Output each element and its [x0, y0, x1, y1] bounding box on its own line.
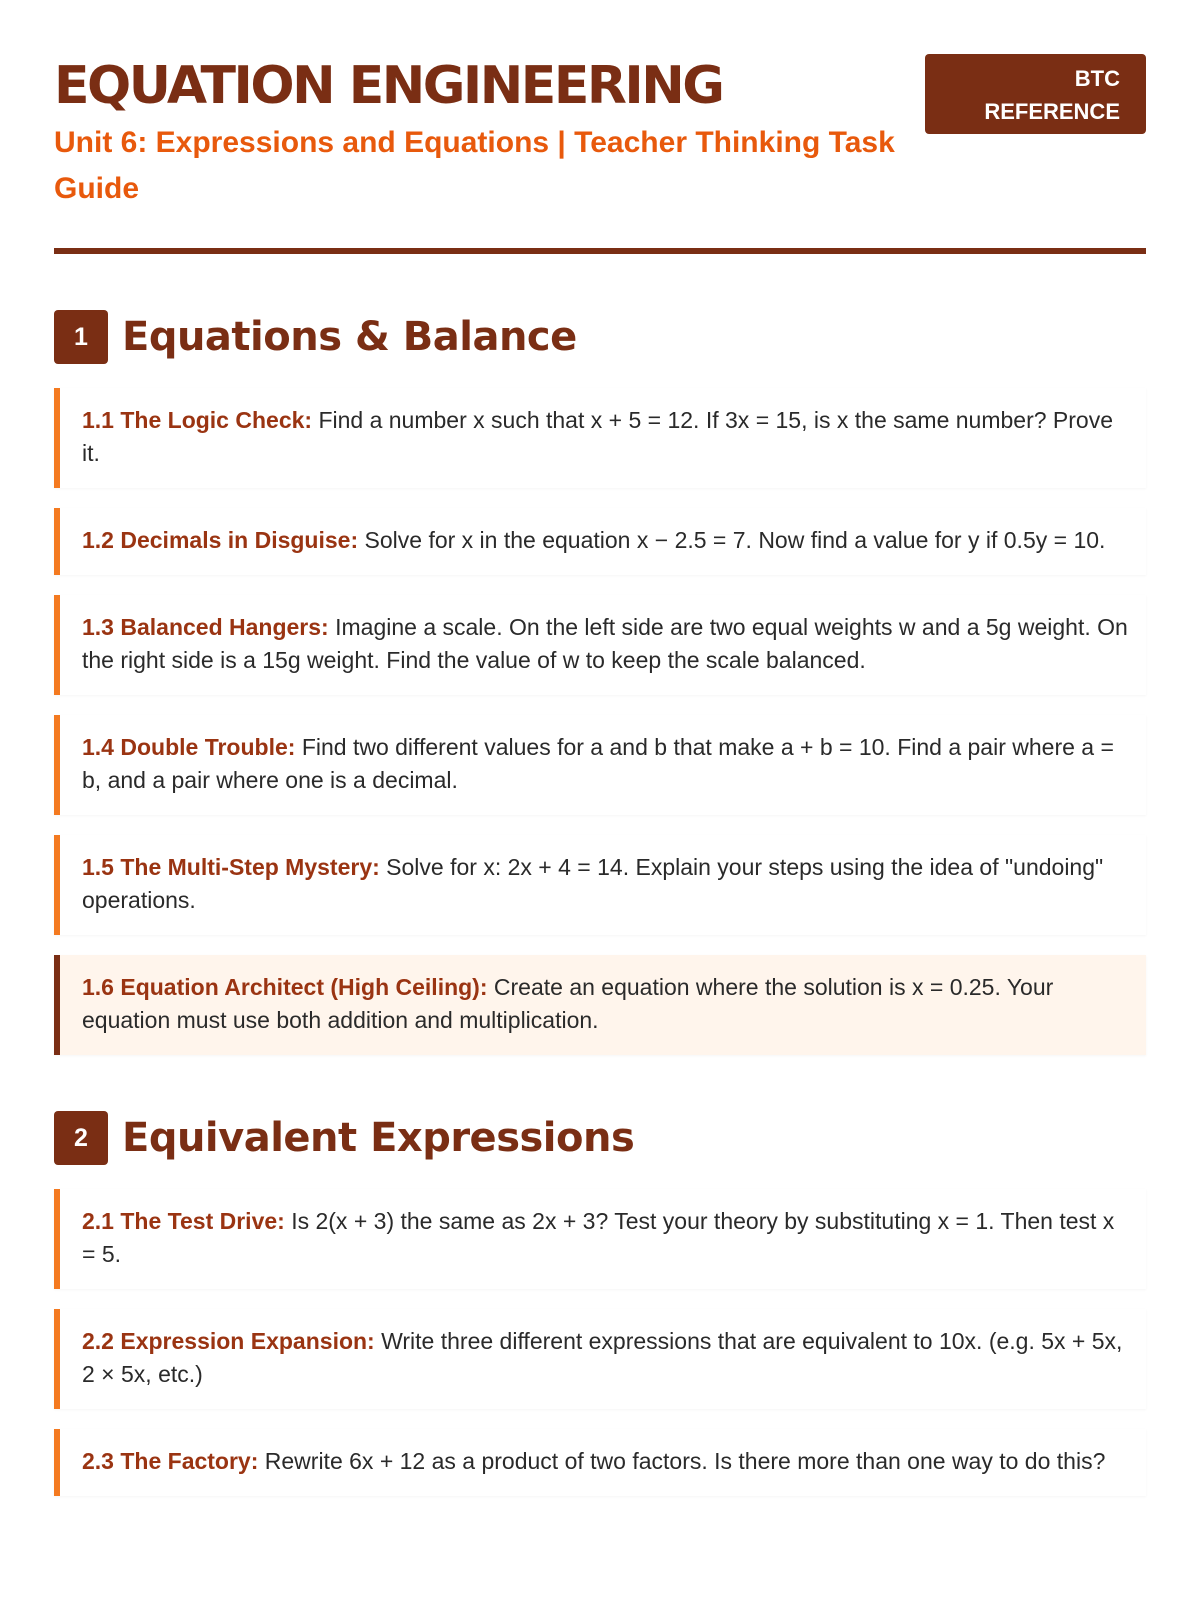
task-label: 2.1 The Test Drive:	[82, 1208, 285, 1234]
section-header	[54, 1111, 1146, 1165]
badge-line-1: BTC	[1074, 66, 1120, 91]
task-label: 1.2 Decimals in Disguise:	[82, 527, 359, 553]
task-text: Imagine a scale. On the left side are two equal weights w and a 5g weight. On the right side is a 15g weight. Find the value of w to keep the scale balanced.	[82, 614, 1128, 673]
section-equations-balance	[54, 310, 1146, 1055]
task-text: Solve for x in the equation x − 2.5 = 7. Now find a value for y if 0.5y = 10.	[364, 527, 1106, 553]
header-divider	[54, 248, 1146, 254]
task-card	[54, 595, 1146, 695]
task-label: 2.2 Expression Expansion:	[82, 1328, 375, 1354]
task-card	[54, 1429, 1146, 1496]
task-text: Is 2(x + 3) the same as 2x + 3? Test your theory by substituting x = 1. Then test x = 5.	[82, 1208, 1115, 1267]
task-label: 2.3 The Factory:	[82, 1448, 259, 1474]
section-header	[54, 310, 1146, 364]
reference-badge	[925, 54, 1146, 134]
task-text: Find a number x such that x + 5 = 12. If 3x = 15, is x the same number? Prove it.	[82, 407, 1114, 466]
task-text: Create an equation where the solution is x = 0.25. Your equation must use both addition and multiplication.	[82, 974, 1054, 1033]
task-card	[54, 508, 1146, 575]
task-text: Write three different expressions that are equivalent to 10x. (e.g. 5x + 5x, 2 × 5x, etc.)	[82, 1328, 1123, 1387]
section-title: Equivalent Expressions	[122, 1115, 635, 1161]
page-title: EQUATION ENGINEERING	[54, 56, 723, 116]
page-header	[54, 0, 1146, 254]
page-subtitle: Unit 6: Expressions and Equations | Teacher Thinking Task Guide	[54, 126, 895, 205]
task-card	[54, 1309, 1146, 1409]
task-label: 1.6 Equation Architect (High Ceiling):	[82, 974, 488, 1000]
section-title: Equations & Balance	[122, 314, 577, 360]
badge-line-2: REFERENCE	[984, 99, 1120, 124]
task-text: Solve for x: 2x + 4 = 14. Explain your steps using the idea of "undoing" operations.	[82, 854, 1104, 913]
task-label: 1.4 Double Trouble:	[82, 734, 296, 760]
task-label: 1.1 The Logic Check:	[82, 407, 313, 433]
task-label: 1.5 The Multi-Step Mystery:	[82, 854, 380, 880]
section-number-badge: 2	[54, 1111, 108, 1165]
task-card-high-ceiling	[54, 955, 1146, 1055]
task-card	[54, 835, 1146, 935]
task-text: Rewrite 6x + 12 as a product of two factors. Is there more than one way to do this?	[264, 1448, 1106, 1474]
task-card	[54, 715, 1146, 815]
section-equivalent-expressions	[54, 1111, 1146, 1496]
task-label: 1.3 Balanced Hangers:	[82, 614, 329, 640]
task-card	[54, 1189, 1146, 1289]
section-number-badge: 1	[54, 310, 108, 364]
task-card	[54, 388, 1146, 488]
task-text: Find two different values for a and b that make a + b = 10. Find a pair where a = b, and a pair where one is a decimal.	[82, 734, 1114, 793]
